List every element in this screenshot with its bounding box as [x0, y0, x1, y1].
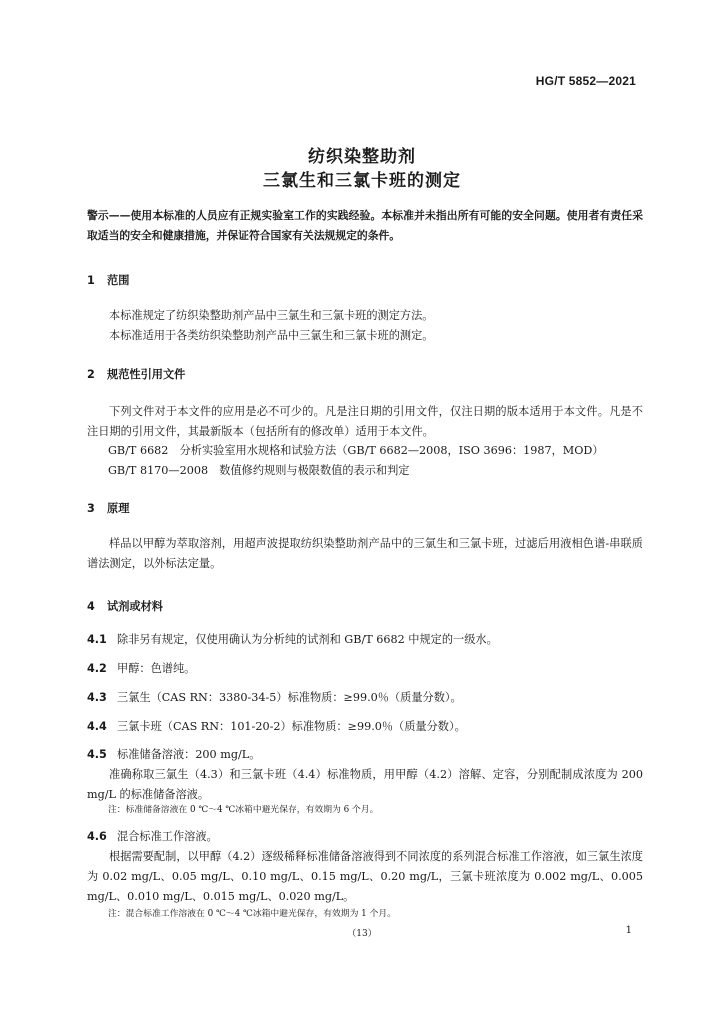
- section-title: 原理: [107, 502, 130, 515]
- clause-number: 4.3: [87, 691, 107, 704]
- clause-4-5: [87, 746, 260, 762]
- clause-4-3: [87, 689, 462, 705]
- section-title: 范围: [107, 274, 130, 287]
- section-3-paragraph: 样品以甲醇为萃取溶剂，用超声波提取纺织染整助剂产品中的三氯生和三氯卡班，过滤后用液相色谱-串联质谱法测定，以外标法定量。: [87, 537, 643, 570]
- section-4-heading: [87, 598, 163, 614]
- clause-4-1: [87, 631, 498, 647]
- clause-4-5-note: 注：标准储备溶液在 0 ℃～4 ℃冰箱中避光保存，有效期为 6 个月。: [108, 805, 379, 815]
- clause-text: 三氯卡班（CAS RN：101-20-2）标准物质：≥99.0％（质量分数）。: [117, 720, 466, 733]
- title-line-1: 纺织染整助剂: [308, 147, 416, 167]
- reference-gbt-8170: GB/T 8170—2008 数值修约规则与极限数值的表示和判定: [108, 464, 410, 477]
- clause-4-6-note: 注：混合标准工作溶液在 0 ℃～4 ℃冰箱中避光保存，有效期为 1 个月。: [108, 909, 396, 919]
- page-number: 1: [625, 925, 632, 936]
- clause-4-4: [87, 718, 466, 734]
- clause-4-2: [87, 660, 195, 676]
- section-number: 1: [87, 274, 95, 287]
- section-2-paragraph: 下列文件对于本文件的应用是必不可少的。凡是注日期的引用文件，仅注日期的版本适用于本文件。凡是不注日期的引用文件，其最新版本（包括所有的修改单）适用于本文件。: [87, 405, 643, 438]
- clause-text: 除非另有规定，仅使用确认为分析纯的试剂和 GB/T 6682 中规定的一级水。: [117, 633, 498, 646]
- clause-text: 甲醇：色谱纯。: [117, 662, 196, 675]
- clause-text: 三氯生（CAS RN：3380-34-5）标准物质：≥99.0％（质量分数）。: [117, 691, 462, 704]
- section-1-paragraph-1: 本标准规定了纺织染整助剂产品中三氯生和三氯卡班的测定方法。: [109, 309, 434, 322]
- section-number: 2: [87, 368, 95, 381]
- footer-center-number: （13）: [347, 929, 377, 939]
- clause-number: 4.1: [87, 633, 107, 646]
- section-1-paragraph-2: 本标准适用于各类纺织染整助剂产品中三氯生和三氯卡班的测定。: [109, 329, 434, 342]
- section-1-heading: [87, 272, 129, 288]
- clause-text: 标准储备溶液：200 mg/L。: [117, 748, 261, 761]
- clause-number: 4.6: [87, 830, 107, 843]
- clause-number: 4.4: [87, 720, 107, 733]
- reference-gbt-6682: GB/T 6682 分析实验室用水规格和试验方法（GB/T 6682—2008，ISO 3696：1987，MOD）: [108, 444, 604, 457]
- warning-paragraph: 警示——使用本标准的人员应有正规实验室工作的实践经验。本标准并未指出所有可能的安全问题。使用者有责任采取适当的安全和健康措施，并保证符合国家有关法规规定的条件。: [87, 209, 643, 242]
- clause-number: 4.5: [87, 748, 107, 761]
- clause-4-6: [87, 828, 218, 844]
- clause-4-5-paragraph: 准确称取三氯生（4.3）和三氯卡班（4.4）标准物质，用甲醇（4.2）溶解、定容，分别配制成浓度为 200 mg/L 的标准储备溶液。: [87, 768, 643, 801]
- clause-number: 4.2: [87, 662, 107, 675]
- clause-text: 混合标准工作溶液。: [117, 830, 218, 843]
- section-title: 试剂或材料: [107, 600, 163, 613]
- section-2-heading: [87, 366, 185, 382]
- section-number: 3: [87, 502, 95, 515]
- section-title: 规范性引用文件: [107, 368, 186, 381]
- section-3-heading: [87, 500, 129, 516]
- clause-4-6-paragraph: 根据需要配制，以甲醇（4.2）逐级稀释标准储备溶液得到不同浓度的系列混合标准工作溶液，如三氯生浓度为 0.02 mg/L、0.05 mg/L、0.10 mg/L、0.15 mg/L、0.20 mg/L，三氯卡班浓度为 0.002 mg/L、0.005 mg/L、0.010 mg/L、0.015 mg/L、0.020 mg/L。: [87, 850, 643, 903]
- title-line-2: 三氯生和三氯卡班的测定: [263, 171, 461, 191]
- section-number: 4: [87, 600, 95, 613]
- standard-number: HG/T 5852—2021: [535, 74, 636, 88]
